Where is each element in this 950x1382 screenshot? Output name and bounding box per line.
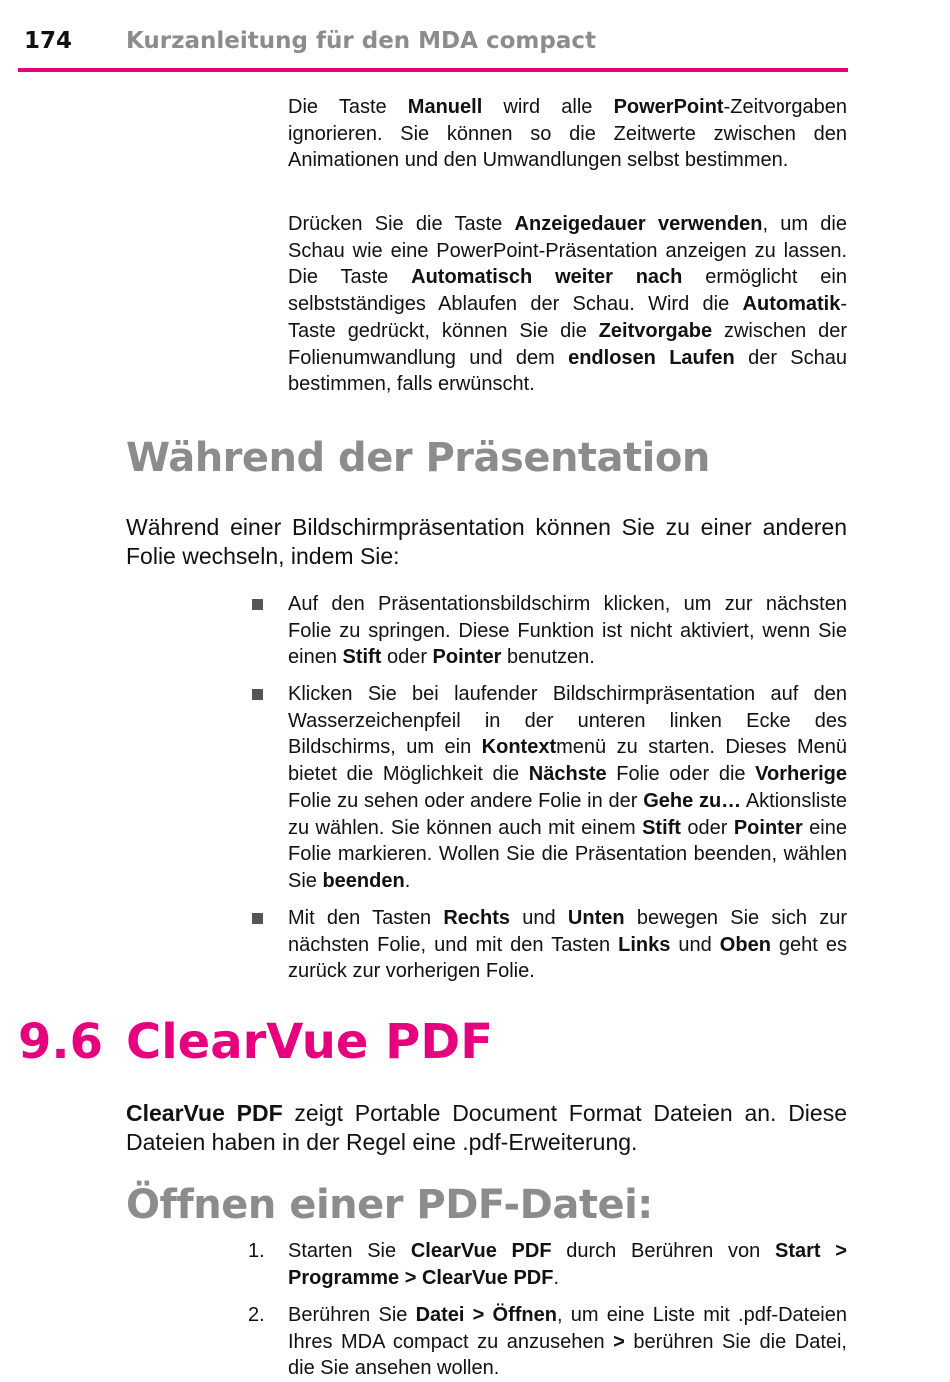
running-title: Kurzanleitung für den MDA compact — [126, 28, 596, 54]
bold-term: Stift — [342, 646, 382, 669]
chapter-number: 9.6 — [18, 1014, 104, 1070]
text: und — [510, 907, 568, 929]
text: zeigt Portable Document Format Dateien an. Diese Dateien haben in der Regel eine .pdf-Erweiterung. — [126, 1100, 847, 1155]
header-rule — [18, 68, 848, 72]
text: oder — [680, 816, 734, 839]
text: , um eine Liste mit .pdf-Dateien Ihres MDA compact zu anzusehen — [288, 1304, 847, 1353]
text: wird alle — [482, 96, 614, 118]
bold-term: Manuell — [407, 96, 483, 118]
text: . — [553, 1266, 560, 1289]
chapter-intro — [126, 1099, 847, 1156]
text: geht es zurück zur vorherigen Folie. — [288, 933, 847, 983]
bullet-square-icon — [252, 913, 263, 924]
text: Die Taste — [288, 96, 408, 118]
text: -Zeitvorgaben ignorieren. Sie können so die Zeitwerte zwischen den Animationen und den Umwandlungen selbst bestimmen. — [288, 96, 847, 172]
text: Starten Sie — [288, 1240, 411, 1262]
bold-term: Vorherige — [755, 763, 847, 786]
text: Drücken Sie die Taste — [288, 213, 515, 235]
bold-term: Anzeigedauer verwenden — [514, 213, 763, 235]
section-heading-praesentation: Während der Präsentation — [126, 435, 710, 481]
bold-term: Pointer — [733, 816, 803, 839]
paragraph-anzeigedauer — [288, 211, 847, 398]
section-intro-praesentation: Während einer Bildschirmpräsentation können Sie zu einer anderen Folie wechseln, indem Sie: — [126, 514, 847, 569]
text: zwischen der Folienumwandlung und dem — [288, 319, 847, 369]
bold-term: PowerPoint — [613, 96, 724, 118]
bold-term: Kontext — [481, 736, 557, 759]
step-number: 1. — [248, 1240, 265, 1262]
bold-term: Zeitvorgabe — [598, 319, 713, 342]
bold-term: Links — [618, 933, 671, 956]
text: oder — [381, 646, 433, 669]
bold-term: Datei > Öffnen — [415, 1304, 557, 1326]
text: menü zu starten. Dieses Menü bietet die Möglichkeit die — [288, 736, 847, 786]
bold-term: Oben — [719, 933, 771, 956]
bullet-item-3 — [288, 905, 847, 985]
text: Mit den Tasten — [288, 907, 444, 929]
bold-term: Unten — [567, 907, 625, 929]
bold-term: > — [613, 1330, 625, 1353]
text: eine Folie markieren. Wollen Sie die Präsentation beenden, wählen Sie — [288, 816, 847, 892]
bold-term: Nächste — [528, 763, 607, 786]
bold-term: Automatik — [742, 293, 841, 316]
bold-term: Stift — [642, 816, 681, 839]
text: benutzen. — [501, 646, 595, 669]
bold-term: Automatisch weiter nach — [411, 266, 683, 289]
text: der Schau bestimmen, falls erwünscht. — [288, 346, 848, 396]
section-heading-oeffnen: Öffnen einer PDF-Datei: — [126, 1182, 653, 1228]
bold-term: Pointer — [432, 646, 502, 669]
bold-term: Gehe zu… — [643, 789, 742, 812]
bold-term: Rechts — [443, 907, 511, 929]
text: und — [670, 933, 720, 956]
bullet-item-1 — [288, 591, 847, 671]
bullet-item-2 — [288, 681, 847, 895]
text: Aktionsliste zu wählen. Sie können auch mit einem — [288, 789, 847, 839]
text: ermöglicht ein selbstständiges Ablaufen der Schau. Wird die — [288, 266, 847, 316]
bold-term: ClearVue PDF — [410, 1240, 552, 1262]
text: Folie zu sehen oder andere Folie in der — [288, 789, 644, 812]
bold-term: beenden — [322, 869, 405, 892]
text: Klicken Sie bei laufender Bildschirmpräsentation auf den Wasserzeichenpfeil in der unteren linken Ecke des Bildschirms, um ein — [288, 683, 847, 759]
paragraph-manuell — [288, 94, 847, 174]
text: Folie oder die — [606, 763, 756, 786]
chapter-title: ClearVue PDF — [126, 1014, 493, 1070]
bullet-square-icon — [252, 599, 263, 610]
text: . — [404, 869, 411, 892]
text: berühren Sie die Datei, die Sie ansehen wollen. — [288, 1330, 847, 1380]
bold-term: endlosen Laufen — [568, 346, 735, 369]
text: , um die Schau wie eine PowerPoint-Präsentation anzeigen zu lassen. Die Taste — [288, 213, 847, 289]
text: Berühren Sie — [288, 1304, 416, 1326]
text: -Taste gedrückt, können Sie die — [288, 293, 847, 342]
step-number: 2. — [248, 1304, 265, 1326]
text: durch Berühren von — [551, 1240, 776, 1262]
step-1 — [288, 1238, 847, 1291]
text: bewegen Sie sich zur nächsten Folie, und mit den Tasten — [288, 907, 848, 956]
page-number: 174 — [24, 28, 73, 54]
bold-term: Start > Programme > ClearVue PDF — [288, 1240, 847, 1289]
text: Auf den Präsentationsbildschirm klicken, um zur nächsten Folie zu springen. Diese Funktion ist nicht aktiviert, wenn Sie einen — [288, 593, 847, 669]
bold-term: ClearVue PDF — [126, 1100, 283, 1126]
bullet-square-icon — [252, 689, 263, 700]
step-2 — [288, 1302, 847, 1382]
